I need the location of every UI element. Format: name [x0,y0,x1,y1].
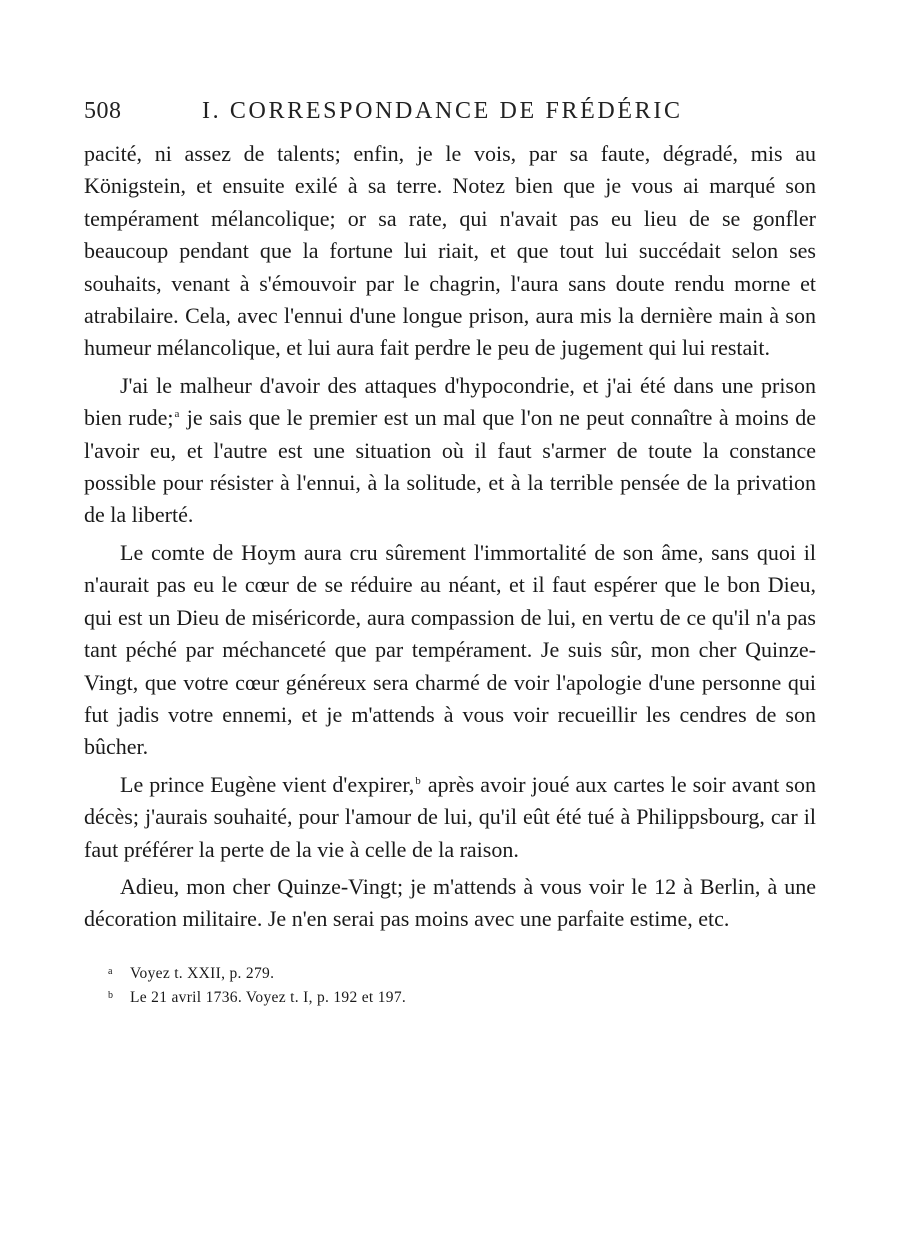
footnotes [84,962,816,1010]
footnote [84,962,816,986]
footnote [84,986,816,1010]
paragraph-text: J'ai le malheur d'avoir des attaques d'hypocondrie, et j'ai été dans une prison bien rude; [84,372,816,431]
running-head-title: I. CORRESPONDANCE DE FRÉDÉRIC [202,98,683,124]
footnote-mark: a [108,965,113,977]
paragraph [84,769,816,866]
body-text [84,138,816,936]
paragraph-text: Le comte de Hoym aura cru sûrement l'immortalité de son âme, sans quoi il n'aurait pas eu le cœur de se réduire au néant, et il faut espérer que le bon Dieu, qui est un Dieu de miséricorde, aura compassion de lui, en vertu de ce qu'il n'a pas tant péché par méchanceté que par tempérament. Je suis sûr, mon cher Quinze-Vingt, que votre cœur généreux sera charmé de voir l'apologie d'une personne qui fut jadis votre ennemi, et je m'attends à vous voir recueillir les cendres de son bûcher. [84,539,816,760]
paragraph-text: après avoir joué aux cartes le soir avant son décès; j'aurais souhaité, pour l'amour de lui, qu'il eût été tué à Philippsbourg, car il faut préférer la perte de la vie à celle de la raison. [84,771,816,862]
paragraph-text: je sais que le premier est un mal que l'on ne peut connaître à moins de l'avoir eu, et l'autre est une situation où il faut s'armer de toute la constance possible pour résister à l'ennui, à la solitude, et à la terrible pensée de la privation de la liberté. [84,405,816,528]
paragraph [84,138,816,365]
paragraph-text: Le prince Eugène vient d'expirer, [120,771,415,797]
book-page [84,98,816,1010]
paragraph [84,871,816,936]
footnote-reference[interactable]: a [174,408,180,421]
footnote-reference[interactable]: b [415,774,421,787]
paragraph [84,537,816,764]
paragraph-text: pacité, ni assez de talents; enfin, je le vois, par sa faute, dégradé, mis au Königstein, et ensuite exilé à sa terre. Notez bien que je vous ai marqué son tempérament mélancolique; or sa rate, qui n'avait pas eu lieu de se gonfler beaucoup pendant que la fortune lui riait, et que tout lui succédait selon ses souhaits, venant à s'émouvoir par le chagrin, l'aura sans doute rendu morne et atrabilaire. Cela, avec l'ennui d'une longue prison, aura mis la dernière main à son humeur mélancolique, et lui aura fait perdre le peu de jugement qui lui restait. [84,141,816,361]
footnote-text: Le 21 avril 1736. Voyez t. I, p. 192 et 197. [130,988,407,1006]
footnote-mark: b [108,989,114,1001]
paragraph [84,370,816,532]
running-head [84,98,816,138]
footnote-text: Voyez t. XXII, p. 279. [130,964,275,982]
page-number: 508 [84,98,122,124]
paragraph-text: Adieu, mon cher Quinze-Vingt; je m'attends à vous voir le 12 à Berlin, à une décoration militaire. Je n'en serai pas moins avec une parfaite estime, etc. [84,873,816,932]
